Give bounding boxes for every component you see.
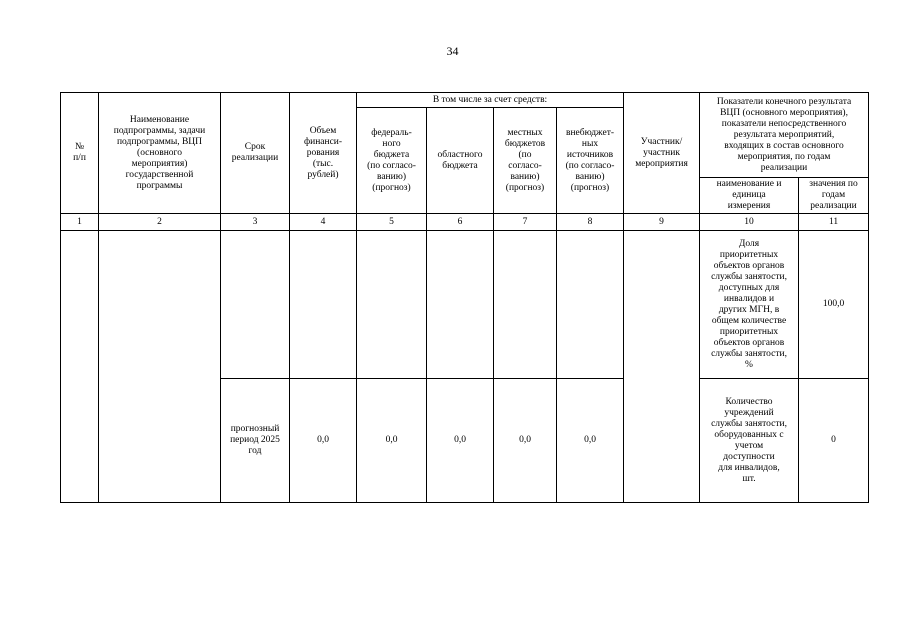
column-number: 1 — [61, 214, 99, 231]
header-volume: Объем финанси- рования (тыс. рублей) — [290, 93, 357, 214]
header-participant: Участник/ участник мероприятия — [624, 93, 700, 214]
cell-regional: 0,0 — [427, 379, 494, 503]
header-sources-group: В том числе за счет средств: — [357, 93, 624, 108]
program-table — [60, 92, 869, 503]
cell-term: прогнозный период 2025 год — [221, 379, 290, 503]
cell-indicator-name: Количество учреждений службы занятости, оборудованных с учетом доступности для инвалидов, шт. — [700, 379, 799, 503]
header-extra: внебюджет- ных источников (по согласо- ванию) (прогноз) — [557, 108, 624, 214]
header-name: Наименование подпрограммы, задачи подпрограммы, ВЦП (основного мероприятия) государственной программы — [99, 93, 221, 214]
column-number: 5 — [357, 214, 427, 231]
column-number: 11 — [799, 214, 869, 231]
cell-federal: 0,0 — [357, 379, 427, 503]
column-number: 6 — [427, 214, 494, 231]
header-local: местных бюджетов (по согласо- ванию) (прогноз) — [494, 108, 557, 214]
table-row — [61, 231, 869, 379]
cell-num — [61, 231, 99, 503]
cell-participant — [624, 231, 700, 503]
cell-indicator-value: 100,0 — [799, 231, 869, 379]
header-indicators-group: Показатели конечного результата ВЦП (основного мероприятия), показатели непосредственного результата мероприятий, входящих в состав основного мероприятия, по годам реализации — [700, 93, 869, 178]
column-number: 9 — [624, 214, 700, 231]
cell-indicator-name: Доля приоритетных объектов органов службы занятости, доступных для инвалидов и других МГН, в общем количестве приоритетных объектов органов службы занятости, % — [700, 231, 799, 379]
header-indicator-name: наименование и единица измерения — [700, 178, 799, 214]
cell-volume: 0,0 — [290, 379, 357, 503]
page-number: 34 — [446, 44, 459, 58]
column-number: 3 — [221, 214, 290, 231]
column-number: 2 — [99, 214, 221, 231]
column-number: 8 — [557, 214, 624, 231]
cell-name — [99, 231, 221, 503]
cell-volume — [290, 231, 357, 379]
header-term: Срок реализации — [221, 93, 290, 214]
cell-regional — [427, 231, 494, 379]
cell-local: 0,0 — [494, 379, 557, 503]
header-num: № п/п — [61, 93, 99, 214]
column-number: 7 — [494, 214, 557, 231]
cell-indicator-value: 0 — [799, 379, 869, 503]
column-number: 4 — [290, 214, 357, 231]
cell-federal — [357, 231, 427, 379]
cell-extra: 0,0 — [557, 379, 624, 503]
column-number: 10 — [700, 214, 799, 231]
cell-local — [494, 231, 557, 379]
header-regional: областного бюджета — [427, 108, 494, 214]
header-federal: федераль- ного бюджета (по согласо- ванию) (прогноз) — [357, 108, 427, 214]
header-indicator-values: значения по годам реализации — [799, 178, 869, 214]
cell-extra — [557, 231, 624, 379]
cell-term — [221, 231, 290, 379]
